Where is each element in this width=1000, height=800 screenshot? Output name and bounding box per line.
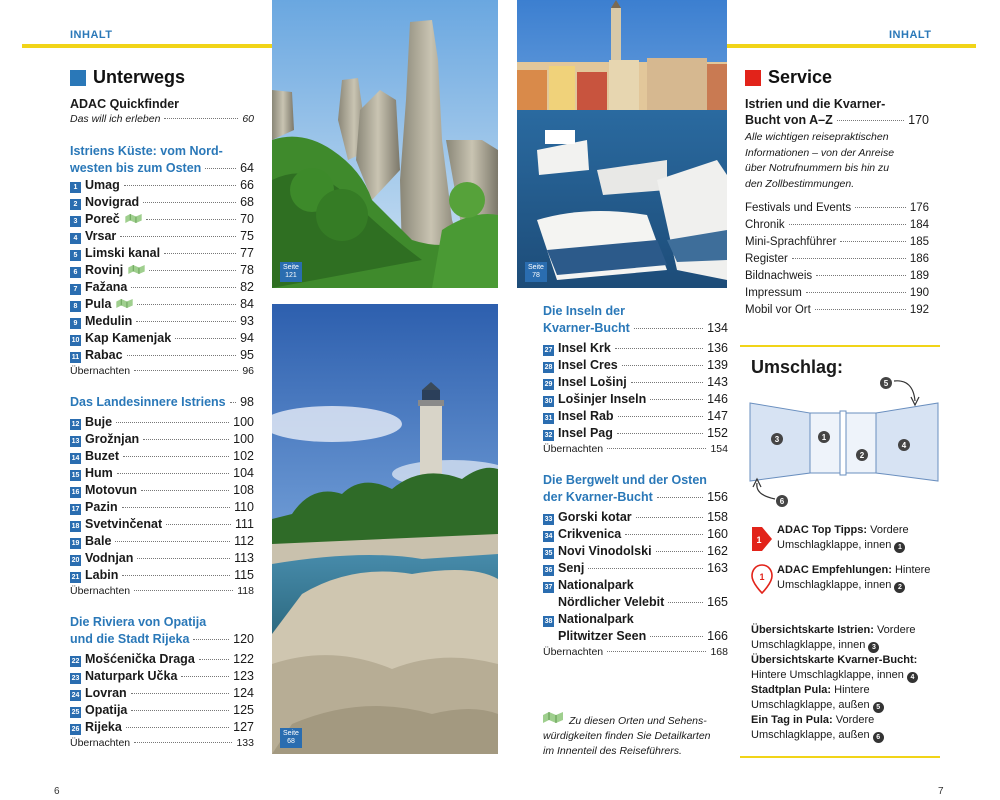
toc-entry-overnight[interactable]: Übernachten 154 bbox=[543, 443, 728, 455]
toc-entry[interactable]: 5 Limski kanal 77 bbox=[70, 246, 254, 263]
toc-entry[interactable]: 4 Vrsar 75 bbox=[70, 229, 254, 246]
toc-entry[interactable]: 14 Buzet 102 bbox=[71, 449, 254, 463]
number-badge: 34 bbox=[544, 533, 553, 540]
svg-text:5: 5 bbox=[883, 379, 889, 388]
toc-entry[interactable]: 34 Crikvenica 160 bbox=[544, 527, 728, 541]
svg-text:1: 1 bbox=[821, 433, 827, 442]
toc-entry[interactable]: 15 Hum 104 bbox=[71, 466, 254, 480]
number-badge: 16 bbox=[71, 489, 80, 496]
toc-entry[interactable]: 18 Svetvinčenat 111 bbox=[71, 517, 254, 531]
chapter-islands[interactable]: Die Inseln der Kvarner-Bucht 134 bbox=[543, 304, 728, 335]
toc-entry[interactable]: 8 Pula 84 bbox=[70, 297, 254, 314]
number-badge: 28 bbox=[544, 364, 553, 371]
blue-square-icon bbox=[70, 70, 86, 86]
toc-entry-quickfinder[interactable]: Das will ich erleben 60 bbox=[70, 113, 254, 125]
toc-entry[interactable]: 17 Pazin 110 bbox=[71, 500, 254, 514]
toc-entry[interactable]: 21 Labin 115 bbox=[71, 568, 254, 582]
toc-entry-service[interactable]: Bildnachweis 189 bbox=[745, 270, 929, 282]
cover-diagram bbox=[745, 373, 945, 513]
toc-entry[interactable]: 35 Novi Vinodolski 162 bbox=[544, 544, 728, 558]
number-badge: 5 bbox=[70, 250, 81, 261]
toc-entry[interactable]: 25 Opatija 125 bbox=[71, 703, 254, 717]
top-tip-arrow-icon bbox=[750, 523, 774, 555]
number-badge: 3 bbox=[70, 216, 81, 227]
number-badge: 20 bbox=[71, 557, 80, 564]
toc-entry[interactable]: 3 Poreč 70 bbox=[70, 212, 254, 229]
number-badge: 9 bbox=[70, 318, 81, 329]
number-badge: 19 bbox=[71, 540, 80, 547]
section-title-unterwegs: Unterwegs bbox=[70, 67, 185, 88]
toc-entry[interactable]: 22 Mošćenička Draga 122 bbox=[71, 652, 254, 666]
toc-entry[interactable]: 33 Gorski kotar 158 bbox=[544, 510, 728, 524]
toc-entry-np-plitvice[interactable]: 38 Nationalpark Plitwitzer Seen 166 bbox=[544, 612, 728, 643]
cover-number-icon: 5 bbox=[873, 702, 884, 713]
divider bbox=[740, 756, 940, 758]
cover-number-icon: 3 bbox=[868, 642, 879, 653]
toc-left-column bbox=[70, 96, 254, 768]
toc-entry-overnight[interactable]: Übernachten 133 bbox=[70, 737, 254, 749]
toc-entry-service[interactable]: Mobil vor Ort 192 bbox=[745, 304, 929, 316]
number-badge: 17 bbox=[71, 506, 80, 513]
svg-text:1: 1 bbox=[759, 572, 765, 582]
maps-legend bbox=[751, 623, 951, 743]
cover-marker bbox=[776, 495, 788, 507]
svg-text:4: 4 bbox=[901, 441, 907, 450]
toc-entry[interactable]: 29 Insel Lošinj 143 bbox=[544, 375, 728, 389]
photo-rovinj-harbour bbox=[517, 0, 727, 288]
number-badge: 12 bbox=[71, 421, 80, 428]
toc-entry-overnight[interactable]: Übernachten 118 bbox=[70, 585, 254, 597]
cover-marker bbox=[880, 377, 892, 389]
detail-map-note: Zu diesen Orten und Sehens- würdigkeiten finden Sie Detailkarten im Innenteil des Reiseführers. bbox=[543, 712, 728, 759]
toc-entry[interactable]: 24 Lovran 124 bbox=[71, 686, 254, 700]
number-badge: 22 bbox=[71, 658, 80, 665]
number-badge: 35 bbox=[544, 550, 553, 557]
toc-entry-service[interactable]: Mini-Sprachführer 185 bbox=[745, 236, 929, 248]
toc-entry-service[interactable]: Chronik 184 bbox=[745, 219, 929, 231]
toc-entry-service[interactable]: Impressum 190 bbox=[745, 287, 929, 299]
red-square-icon bbox=[745, 70, 761, 86]
svg-text:6: 6 bbox=[779, 497, 785, 506]
svg-text:3: 3 bbox=[774, 435, 780, 444]
number-badge: 24 bbox=[71, 692, 80, 699]
toc-entry[interactable]: 19 Bale 112 bbox=[71, 534, 254, 548]
number-badge: 11 bbox=[71, 354, 80, 361]
photo-rock-pillars bbox=[272, 0, 498, 288]
page-ref-tag: Seite 78 bbox=[525, 262, 547, 282]
number-badge: 2 bbox=[70, 199, 81, 210]
number-badge: 8 bbox=[70, 301, 81, 312]
number-badge: 14 bbox=[71, 455, 80, 462]
toc-entry[interactable]: 23 Naturpark Učka 123 bbox=[71, 669, 254, 683]
header-bar-right bbox=[727, 44, 976, 48]
toc-entry[interactable]: 7 Fažana 82 bbox=[70, 280, 254, 297]
toc-entry-a-z[interactable]: Istrien und die Kvarner- Bucht von A–Z 170 Alle wichtigen reisepraktischen Informationen – von der Anreise über Notrufnummern bis hin zu den Zollbestimmungen. bbox=[745, 97, 929, 190]
toc-entry[interactable]: 31 Insel Rab 147 bbox=[544, 409, 728, 423]
number-badge: 32 bbox=[544, 432, 553, 439]
header-right: INHALT bbox=[889, 29, 932, 41]
chapter-mountains[interactable]: Die Bergwelt und der Osten der Kvarner-Bucht 156 bbox=[543, 473, 728, 504]
map-icon bbox=[125, 214, 142, 223]
number-badge: 21 bbox=[71, 574, 80, 581]
toc-entry-np-velebit[interactable]: 37 Nationalpark Nördlicher Velebit 165 bbox=[544, 578, 728, 609]
svg-text:1: 1 bbox=[756, 535, 762, 545]
page-number-left: 6 bbox=[54, 786, 60, 797]
page-number-right: 7 bbox=[938, 786, 944, 797]
toc-entry[interactable]: 16 Motovun 108 bbox=[71, 483, 254, 497]
page-ref-tag: Seite 68 bbox=[280, 728, 302, 748]
cover-marker bbox=[898, 439, 910, 451]
number-badge: 23 bbox=[71, 675, 80, 682]
toc-entry[interactable]: 20 Vodnjan 113 bbox=[71, 551, 254, 565]
section-title-service: Service bbox=[745, 67, 832, 88]
number-badge: 4 bbox=[70, 233, 81, 244]
toc-entry[interactable]: 11 Rabac 95 bbox=[71, 348, 254, 362]
number-badge: 26 bbox=[71, 726, 80, 733]
toc-entry[interactable]: 6 Rovinj 78 bbox=[70, 263, 254, 280]
number-badge: 29 bbox=[544, 381, 553, 388]
map-legend-item[interactable]: Übersichtskarte Istrien: Vordere Umschlagklappe, innen 3 bbox=[751, 624, 916, 651]
cover-marker bbox=[818, 431, 830, 443]
map-legend-item[interactable]: Stadtplan Pula: Hintere Umschlagklappe, außen 5 bbox=[751, 683, 951, 713]
number-badge: 27 bbox=[544, 347, 553, 354]
toc-entry-service[interactable]: Register 186 bbox=[745, 253, 929, 265]
toc-entry[interactable]: 28 Insel Cres 139 bbox=[544, 358, 728, 372]
toc-entry[interactable]: 26 Rijeka 127 bbox=[71, 720, 254, 734]
chapter-inland[interactable]: Das Landesinnere Istriens 98 bbox=[70, 395, 254, 409]
toc-entry[interactable]: 12 Buje 100 bbox=[71, 415, 254, 429]
number-badge: 13 bbox=[71, 438, 80, 445]
cover-legend bbox=[750, 523, 945, 595]
cover-number-icon: 4 bbox=[907, 672, 918, 683]
cover-number-icon: 6 bbox=[873, 732, 884, 743]
number-badge: 15 bbox=[71, 472, 80, 479]
toc-entry-service[interactable]: Festivals und Events 176 bbox=[745, 202, 929, 214]
number-badge: 25 bbox=[71, 709, 80, 716]
toc-entry[interactable]: 27 Insel Krk 136 bbox=[544, 341, 728, 355]
toc-entry-overnight[interactable]: Übernachten 96 bbox=[70, 365, 254, 377]
toc-right-column bbox=[745, 96, 929, 321]
recommendation-pin-icon bbox=[750, 563, 774, 595]
toc-entry[interactable]: 2 Novigrad 68 bbox=[70, 195, 254, 212]
number-badge: 1 bbox=[70, 182, 81, 193]
number-badge: 7 bbox=[70, 284, 81, 295]
number-badge: 31 bbox=[544, 415, 553, 422]
number-badge: 33 bbox=[544, 516, 553, 523]
map-icon bbox=[543, 712, 563, 723]
toc-entry[interactable]: 30 Lošinjer Inseln 146 bbox=[544, 392, 728, 406]
number-badge: 10 bbox=[71, 337, 80, 344]
map-legend-item[interactable]: Übersichtskarte Kvarner-Bucht: Hintere Umschlagklappe, innen 4 bbox=[751, 654, 918, 681]
toc-entry[interactable]: 32 Insel Pag 152 bbox=[544, 426, 728, 440]
toc-entry[interactable]: 1 Umag 66 bbox=[70, 178, 254, 195]
chapter-istria-coast[interactable]: Istriens Küste: vom Nord- westen bis zum Osten 64 bbox=[70, 144, 254, 175]
chapter-riviera[interactable]: Die Riviera von Opatija und die Stadt Rijeka 120 bbox=[70, 615, 254, 646]
toc-entry[interactable]: 9 Medulin 93 bbox=[70, 314, 254, 331]
toc-entry-overnight[interactable]: Übernachten 168 bbox=[543, 646, 728, 658]
map-legend-item[interactable]: Ein Tag in Pula: Vordere Umschlagklappe, außen 6 bbox=[751, 713, 951, 743]
number-badge: 30 bbox=[544, 398, 553, 405]
map-icon bbox=[116, 299, 133, 308]
photo-lighthouse bbox=[272, 304, 498, 754]
cover-title: Umschlag: bbox=[751, 357, 844, 377]
cover-marker bbox=[771, 433, 783, 445]
divider bbox=[740, 345, 940, 347]
number-badge: 18 bbox=[71, 523, 80, 530]
recommendations-legend[interactable]: 1 ADAC Empfehlungen: Hintere Umschlagklappe, innen 2 bbox=[750, 563, 945, 595]
quickfinder-title: ADAC Quickfinder bbox=[70, 97, 180, 111]
cover-marker bbox=[856, 449, 868, 461]
svg-text:2: 2 bbox=[859, 451, 865, 460]
header-bar-left bbox=[22, 44, 272, 48]
number-badge: 36 bbox=[544, 567, 553, 574]
map-icon bbox=[128, 265, 145, 274]
header-left: INHALT bbox=[70, 29, 113, 41]
toc-entry[interactable]: 36 Senj 163 bbox=[544, 561, 728, 575]
toc-entry[interactable]: 10 Kap Kamenjak 94 bbox=[71, 331, 254, 345]
page-ref-tag: Seite 121 bbox=[280, 262, 302, 282]
toc-middle-column bbox=[543, 303, 728, 677]
top-tips-legend[interactable]: 1 ADAC Top Tipps: Vordere Umschlagklappe, innen 1 bbox=[750, 523, 945, 555]
number-badge: 6 bbox=[70, 267, 81, 278]
toc-entry[interactable]: 13 Grožnjan 100 bbox=[71, 432, 254, 446]
